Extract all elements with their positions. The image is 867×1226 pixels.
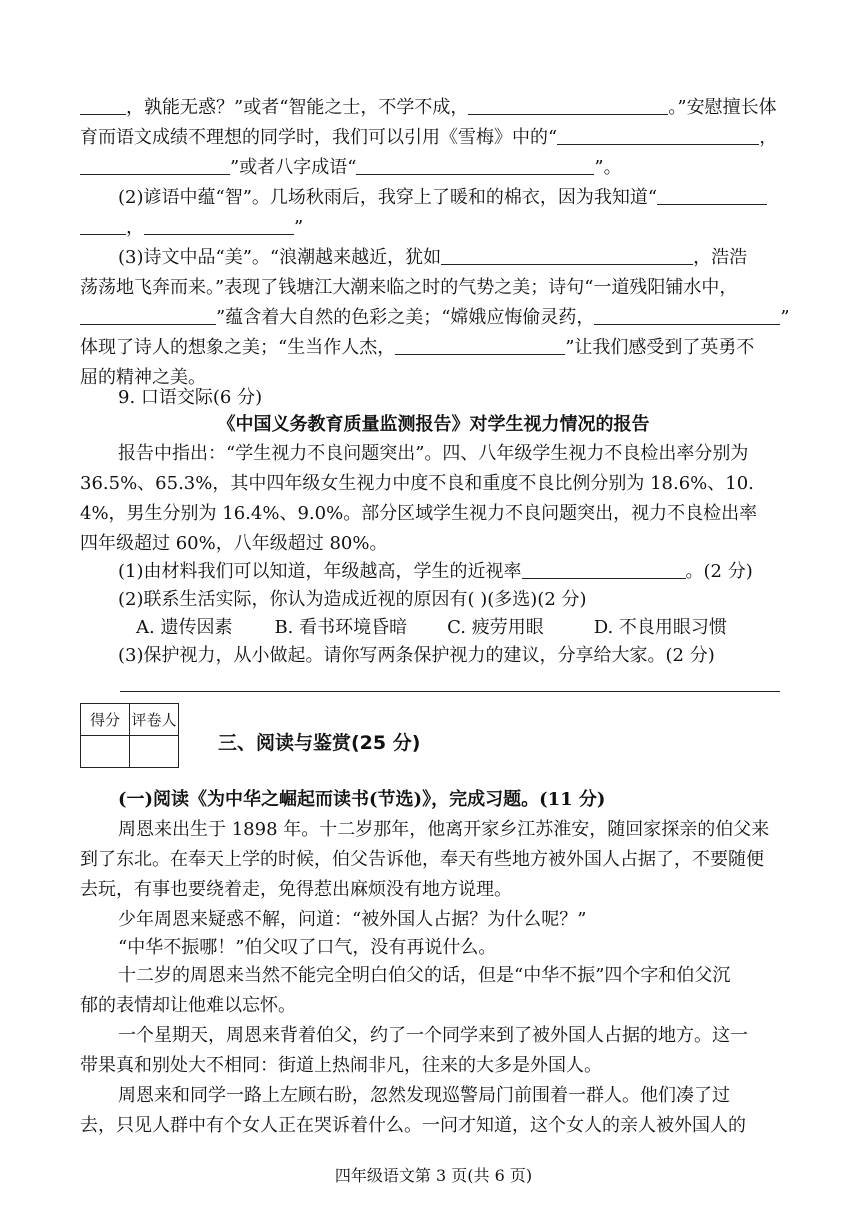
text-line-2: 育而语文成绩不理想的同学时，我们可以引用《雪梅》中的“ ， (80, 127, 778, 148)
score-box (80, 703, 179, 768)
reading-line-5: “中华不振哪！”伯父叹了口气，没有再说什么。 (118, 937, 497, 958)
text-line-7: 荡荡地飞奔而来。”表现了钱塘江大潮来临之时的气势之美；诗句“一道残阳铺水中， (80, 277, 738, 298)
blank[interactable] (557, 126, 759, 145)
sub-question-3: (3)保护视力，从小做起。请你写两条保护视力的建议，分享给大家。(2 分) (118, 645, 715, 666)
options-row (136, 614, 727, 642)
report-title: 《中国义务教育质量监测报告》对学生视力情况的报告 (217, 414, 650, 435)
blank[interactable] (395, 336, 565, 355)
sub-question-2: (2)联系生活实际，你认为造成近视的原因有( )(多选)(2 分) (118, 589, 587, 610)
grader-cell[interactable] (130, 736, 179, 768)
blank[interactable] (80, 306, 216, 325)
reading-line-3: 去玩，有事也要绕着走，免得惹出麻烦没有地方说理。 (80, 879, 512, 900)
reading-title: (一)阅读《为中华之崛起而读书(节选)》，完成习题。(11 分) (118, 789, 606, 810)
text-line-3: ”或者八字成语“ ”。 (80, 154, 622, 182)
report-para-1: 报告中指出：“学生视力不良问题突出”。四、八年级学生视力不良检出率分别为 (118, 443, 749, 464)
answer-line[interactable] (120, 691, 780, 692)
option-c[interactable]: C. 疲劳用眼 (447, 617, 544, 638)
reading-line-9: 带果真和别处大不相同：街道上热闹非凡，往来的大多是外国人。 (80, 1055, 602, 1076)
blank[interactable] (522, 560, 686, 579)
blank[interactable] (80, 156, 230, 175)
reading-line-1: 周恩来出生于 1898 年。十二岁那年，他离开家乡江苏淮安，随回家探亲的伯父来 (118, 819, 770, 840)
report-para-3: 4%，男生分别为 16.4%、9.0%。部分区域学生视力不良问题突出，视力不良检出率 (80, 503, 758, 524)
report-para-2: 36.5%、65.3%，其中四年级女生视力中度不良和重度不良比例分别为 18.6%、10. (80, 473, 754, 494)
blank[interactable] (657, 186, 767, 205)
reading-line-7: 郁的表情却让他难以忘怀。 (80, 995, 296, 1016)
text-line-9: 体现了诗人的想象之美；“生当作人杰， ”让我们感受到了英勇不 (80, 337, 755, 358)
section-3-heading: 三、阅读与鉴赏(25 分) (218, 732, 421, 754)
option-b[interactable]: B. 看书环境昏暗 (274, 617, 408, 638)
page-footer: 四年级语文第 3 页(共 6 页) (334, 1166, 533, 1185)
grader-label: 评卷人 (130, 704, 179, 736)
blank[interactable] (441, 246, 693, 265)
score-cell[interactable] (81, 736, 130, 768)
reading-line-10: 周恩来和同学一路上左顾右盼，忽然发现巡警局门前围着一群人。他们凑了过 (118, 1085, 730, 1106)
option-a[interactable]: A. 遗传因素 (136, 617, 233, 638)
reading-line-8: 一个星期天，周恩来背着伯父，约了一个同学来到了被外国人占据的地方。这一 (118, 1025, 748, 1046)
blank[interactable] (80, 96, 126, 115)
question-9-heading: 9. 口语交际(6 分) (118, 387, 263, 408)
text-line-6: (3)诗文中品“美”。“浪潮越来越近，犹如 ，浩浩 (118, 247, 748, 268)
blank[interactable] (80, 216, 126, 235)
option-d[interactable]: D. 不良用眼习惯 (593, 617, 727, 638)
score-label: 得分 (81, 704, 130, 736)
text-line-1: ，孰能无惑？”或者“智能之士，不学不成， 。”安慰擅长体 (80, 94, 777, 122)
blank[interactable] (144, 216, 294, 235)
blank[interactable] (594, 306, 780, 325)
text-line-10: 屈的精神之美。 (80, 367, 206, 388)
blank[interactable] (468, 96, 668, 115)
reading-line-4: 少年周恩来疑惑不解，问道：“被外国人占据？为什么呢？” (118, 909, 587, 930)
blank[interactable] (356, 156, 594, 175)
reading-line-2: 到了东北。在奉天上学的时候，伯父告诉他，奉天有些地方被外国人占据了，不要随便 (80, 849, 764, 870)
text-line-5: ， ” (80, 214, 303, 242)
sub-question-1: (1)由材料我们可以知道，年级越高，学生的近视率 。(2 分) (118, 561, 753, 582)
text-line-4: (2)谚语中蕴“智”。几场秋雨后，我穿上了暖和的棉衣，因为我知道“ (118, 184, 767, 212)
report-para-4: 四年级超过 60%，八年级超过 80%。 (80, 533, 388, 554)
reading-line-11: 去，只见人群中有个女人正在哭诉着什么。一问才知道，这个女人的亲人被外国人的 (80, 1115, 746, 1136)
reading-line-6: 十二岁的周恩来当然不能完全明白伯父的话，但是“中华不振”四个字和伯父沉 (118, 965, 731, 986)
text-line-8: ”蕴含着大自然的色彩之美；“嫦娥应悔偷灵药， ” (80, 304, 790, 332)
